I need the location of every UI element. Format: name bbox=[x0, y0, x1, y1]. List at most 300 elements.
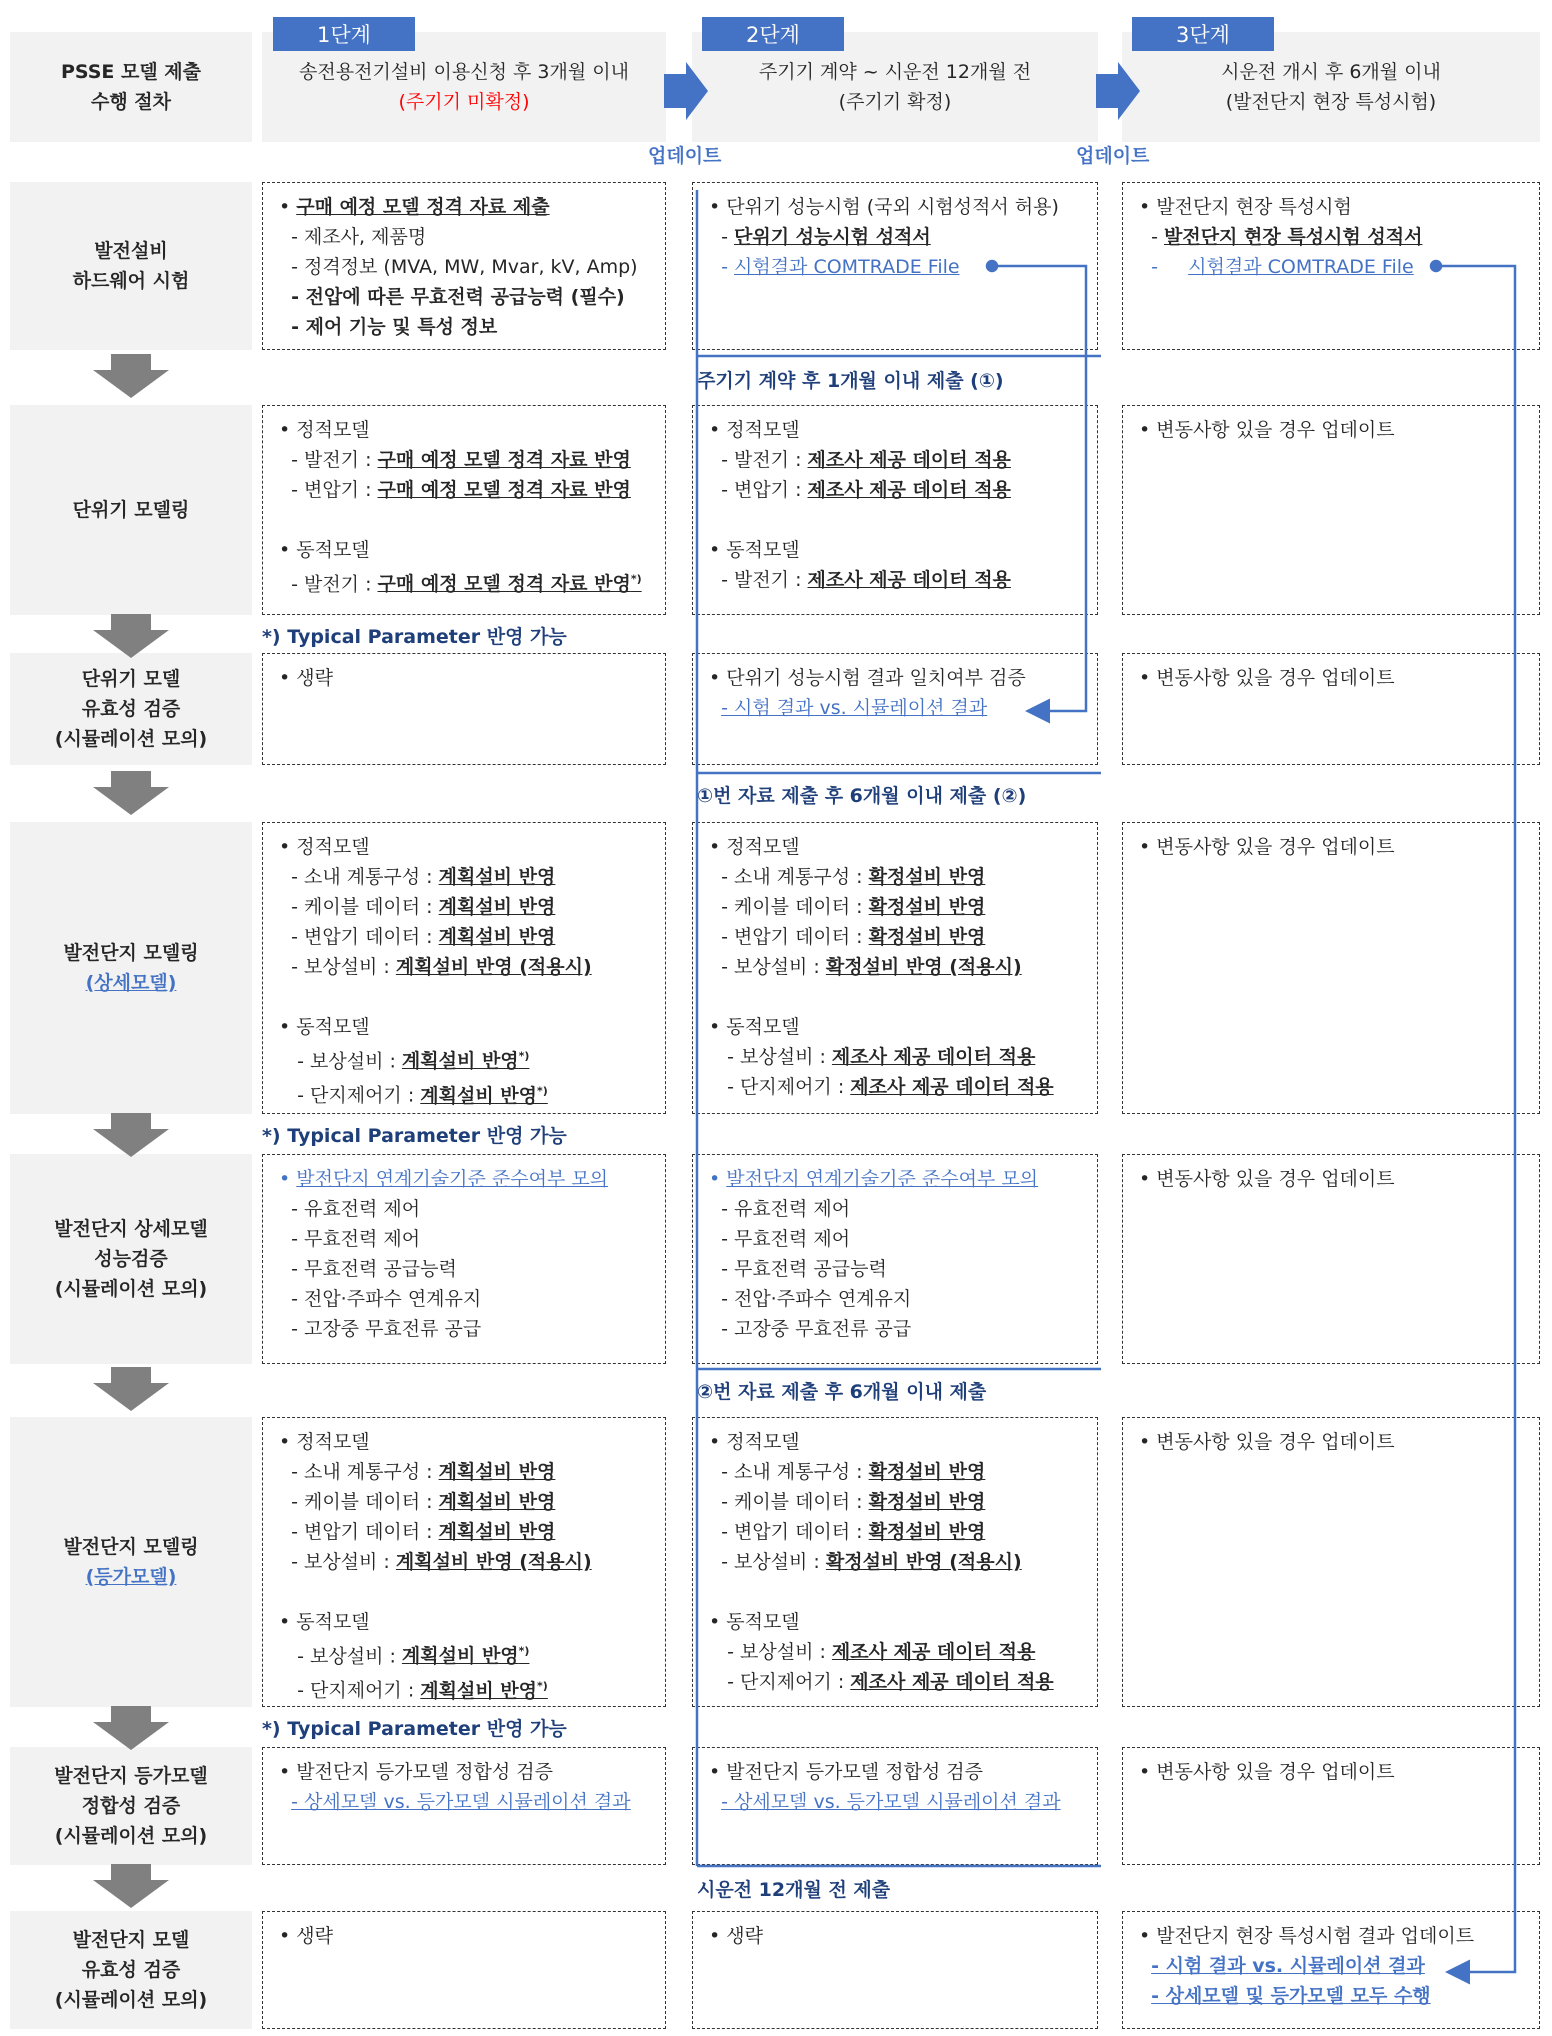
cell-text: • 동적모델 bbox=[709, 539, 800, 561]
row-label-line: (시뮬레이션 모의) bbox=[54, 1989, 208, 2011]
cell-link[interactable]: - 시험 결과 vs. 시뮬레이션 결과 bbox=[721, 697, 988, 719]
cell-text bbox=[279, 286, 291, 308]
cell-text: - 무효전력 공급능력 bbox=[709, 1258, 887, 1280]
footnote-mark: *) bbox=[537, 1084, 548, 1098]
cell-text: • 발전단지 등가모델 정합성 검증 bbox=[279, 1761, 553, 1783]
cell-plant-detail-modeling-stage2 bbox=[692, 822, 1098, 1114]
footnote-mark: *) bbox=[630, 573, 642, 586]
stage1-line2: (주기기 미확정) bbox=[398, 91, 530, 113]
cell-line bbox=[693, 535, 1097, 565]
cell-text: 계획설비 반영 bbox=[438, 896, 556, 918]
cell-text: - 전압에 따른 무효전력 공급능력 (필수) bbox=[291, 286, 625, 308]
cell-line bbox=[693, 222, 1097, 252]
row-label-line: 하드웨어 시험 bbox=[72, 270, 190, 292]
cell-text: - 전압·주파수 연계유지 bbox=[709, 1288, 912, 1310]
cell-line bbox=[263, 252, 665, 282]
row-label-line: 발전설비 bbox=[94, 240, 168, 262]
cell-line bbox=[263, 1787, 665, 1817]
row-label-hardware-test bbox=[10, 182, 252, 350]
cell-line bbox=[263, 1314, 665, 1344]
row-label-line: 발전단지 모델링 bbox=[63, 1536, 199, 1558]
cell-link[interactable]: - 상세모델 및 등가모델 모두 수행 bbox=[1151, 1985, 1431, 2007]
row-label-line: 발전단지 모델링 bbox=[63, 942, 199, 964]
cell-link[interactable]: 시험결과 COMTRADE File bbox=[734, 256, 960, 278]
cell-text: - 소내 계통구성 : bbox=[279, 866, 439, 888]
cell-line bbox=[1123, 832, 1539, 862]
down-arrow-icon bbox=[91, 1367, 171, 1411]
cell-text: 제조사 제공 데이터 적용 bbox=[807, 569, 1011, 591]
cell-line bbox=[693, 1194, 1097, 1224]
cell-line bbox=[263, 1671, 665, 1705]
note-typical-1: *) Typical Parameter 반영 가능 bbox=[262, 626, 567, 648]
cell-text: • 정적모델 bbox=[709, 419, 800, 441]
cell-text: • 동적모델 bbox=[279, 1611, 370, 1633]
cell-line bbox=[693, 445, 1097, 475]
cell-text: • 변동사항 있을 경우 업데이트 bbox=[1139, 836, 1395, 858]
cell-line bbox=[1123, 1427, 1539, 1457]
cell-text: 계획설비 반영*) bbox=[420, 1679, 548, 1702]
cell-text bbox=[279, 316, 291, 338]
cell-text: • 단위기 성능시험 (국외 시험성적서 허용) bbox=[709, 196, 1059, 218]
chevron-right-icon bbox=[1096, 62, 1142, 120]
cell-unit-modeling-stage1 bbox=[262, 405, 666, 615]
cell-line bbox=[693, 663, 1097, 693]
cell-text: • 생략 bbox=[279, 1925, 333, 1947]
cell-line bbox=[263, 1457, 665, 1487]
cell-text: - 발전기 : bbox=[709, 449, 808, 471]
cell-plant-equivalent-consistency-stage1 bbox=[262, 1747, 666, 1865]
cell-text: - 보상설비 : bbox=[279, 956, 396, 978]
cell-line bbox=[693, 1042, 1097, 1072]
cell-line bbox=[263, 862, 665, 892]
cell-line bbox=[693, 892, 1097, 922]
cell-link[interactable]: - bbox=[721, 256, 734, 278]
cell-text: - 정격정보 (MVA, MW, Mvar, kV, Amp) bbox=[279, 256, 638, 278]
cell-text: - 케이블 데이터 : bbox=[279, 1491, 439, 1513]
cell-line bbox=[693, 693, 1097, 723]
cell-line bbox=[263, 1284, 665, 1314]
cell-line bbox=[263, 1757, 665, 1787]
cell-link[interactable]: 발전단지 연계기술기준 준수여부 모의 bbox=[296, 1168, 609, 1190]
cell-unit-validation-stage2 bbox=[692, 653, 1098, 765]
cell-text: - 단지제어기 : bbox=[709, 1671, 851, 1693]
cell-text: 확정설비 반영 bbox=[868, 1461, 986, 1483]
cell-line bbox=[693, 1284, 1097, 1314]
stage1-badge: 1단계 bbox=[273, 17, 415, 51]
cell-line bbox=[693, 862, 1097, 892]
cell-line bbox=[263, 1164, 665, 1194]
cell-text: - 소내 계통구성 : bbox=[709, 1461, 869, 1483]
cell-text: - 보상설비 : bbox=[709, 1551, 826, 1573]
cell-line bbox=[693, 1637, 1097, 1667]
cell-line bbox=[1123, 1164, 1539, 1194]
cell-text: - 제어 기능 및 특성 정보 bbox=[291, 316, 498, 338]
cell-link[interactable]: 시험결과 COMTRADE File bbox=[1188, 256, 1414, 278]
cell-text: - 유효전력 제어 bbox=[709, 1198, 851, 1220]
cell-text: - 케이블 데이터 : bbox=[709, 1491, 869, 1513]
cell-text: - 전압·주파수 연계유지 bbox=[279, 1288, 482, 1310]
cell-line bbox=[263, 1224, 665, 1254]
cell-hardware-test-stage2 bbox=[692, 182, 1098, 350]
cell-text: 계획설비 반영*) bbox=[420, 1084, 548, 1107]
cell-plant-detail-verification-stage3 bbox=[1122, 1154, 1540, 1364]
row-label-line: 유효성 검증 bbox=[81, 698, 181, 720]
cell-line bbox=[263, 505, 665, 535]
down-arrow-icon bbox=[91, 771, 171, 815]
cell-text: - 보상설비 : bbox=[709, 956, 826, 978]
cell-text: - 무효전력 공급능력 bbox=[279, 1258, 457, 1280]
cell-text: - 변압기 : bbox=[279, 479, 378, 501]
cell-text: • 동적모델 bbox=[279, 539, 370, 561]
cell-text: 확정설비 반영 (적용시) bbox=[825, 956, 1022, 978]
stage1-line1: 송전용전기설비 이용신청 후 3개월 이내 bbox=[299, 61, 629, 83]
cell-line bbox=[693, 1254, 1097, 1284]
row-label-line: (시뮬레이션 모의) bbox=[54, 1825, 208, 1847]
corner-line2: 수행 절차 bbox=[90, 91, 172, 113]
cell-line bbox=[263, 192, 665, 222]
row-label-link[interactable]: (등가모델) bbox=[85, 1566, 177, 1588]
cell-text: 제조사 제공 데이터 적용 bbox=[831, 1046, 1036, 1068]
cell-text: 확정설비 반영 (적용시) bbox=[825, 1551, 1022, 1573]
cell-line bbox=[693, 1487, 1097, 1517]
cell-line bbox=[263, 445, 665, 475]
cell-line bbox=[1123, 663, 1539, 693]
cell-line bbox=[693, 475, 1097, 505]
row-label-link[interactable]: (상세모델) bbox=[85, 972, 177, 994]
cell-text: - 보상설비 : bbox=[709, 1046, 832, 1068]
cell-plant-detail-modeling-stage3 bbox=[1122, 822, 1540, 1114]
cell-text: - 소내 계통구성 : bbox=[709, 866, 869, 888]
row-label-line: (시뮬레이션 모의) bbox=[54, 1278, 208, 1300]
cell-text: 구매 예정 모델 정격 자료 반영 bbox=[377, 479, 631, 501]
cell-line bbox=[263, 1637, 665, 1671]
cell-text: - 보상설비 : bbox=[279, 1050, 402, 1073]
cell-line bbox=[693, 1427, 1097, 1457]
cell-unit-modeling-stage3 bbox=[1122, 405, 1540, 615]
stage3-line2: (발전단지 현장 특성시험) bbox=[1225, 91, 1437, 113]
cell-text: - 변압기 데이터 : bbox=[279, 926, 439, 948]
cell-text bbox=[1139, 1985, 1151, 2007]
cell-link[interactable]: • bbox=[709, 1168, 727, 1190]
cell-text: 계획설비 반영 bbox=[438, 1521, 556, 1543]
cell-text bbox=[1139, 256, 1151, 278]
note-typical-2: *) Typical Parameter 반영 가능 bbox=[262, 1125, 567, 1147]
cell-text: 계획설비 반영*) bbox=[401, 1050, 530, 1073]
cell-line bbox=[263, 663, 665, 693]
cell-line bbox=[263, 282, 665, 312]
cell-text: • 변동사항 있을 경우 업데이트 bbox=[1139, 419, 1395, 441]
cell-text: - 변압기 데이터 : bbox=[279, 1521, 439, 1543]
cell-unit-validation-stage1 bbox=[262, 653, 666, 765]
cell-line bbox=[693, 1314, 1097, 1344]
cell-text: • 변동사항 있을 경우 업데이트 bbox=[1139, 1168, 1395, 1190]
cell-line bbox=[263, 1607, 665, 1637]
cell-text: - 발전기 : bbox=[279, 449, 378, 471]
cell-text: 구매 예정 모델 정격 자료 반영*) bbox=[377, 573, 642, 596]
cell-link[interactable]: 발전단지 연계기술기준 준수여부 모의 bbox=[726, 1168, 1039, 1190]
note-submit-4: 시운전 12개월 전 제출 bbox=[697, 1879, 891, 1901]
cell-text: • 정적모델 bbox=[709, 1431, 800, 1453]
row-label-plant-equivalent-consistency bbox=[10, 1747, 252, 1865]
cell-text: • 변동사항 있을 경우 업데이트 bbox=[1139, 1761, 1395, 1783]
row-label-line: 유효성 검증 bbox=[81, 1959, 181, 1981]
cell-line bbox=[1123, 192, 1539, 222]
cell-line bbox=[693, 505, 1097, 535]
stage2-badge: 2단계 bbox=[702, 17, 844, 51]
cell-text: 확정설비 반영 bbox=[868, 1491, 986, 1513]
cell-line bbox=[693, 1457, 1097, 1487]
cell-line bbox=[693, 565, 1097, 595]
down-arrow-icon bbox=[91, 614, 171, 658]
cell-line bbox=[263, 1547, 665, 1577]
cell-text bbox=[279, 1791, 291, 1813]
cell-text: - 단지제어기 : bbox=[709, 1076, 851, 1098]
cell-text: - 발전기 : bbox=[279, 573, 378, 596]
cell-line bbox=[263, 1921, 665, 1951]
cell-line bbox=[1123, 222, 1539, 252]
row-label-unit-modeling bbox=[10, 405, 252, 615]
cell-text: • 동적모델 bbox=[709, 1611, 800, 1633]
cell-line bbox=[263, 415, 665, 445]
cell-hardware-test-stage3 bbox=[1122, 182, 1540, 350]
cell-line bbox=[693, 1224, 1097, 1254]
cell-line bbox=[263, 1517, 665, 1547]
row-label-line: 정합성 검증 bbox=[81, 1795, 181, 1817]
cell-text: 제조사 제공 데이터 적용 bbox=[850, 1076, 1054, 1098]
cell-plant-validation-stage1 bbox=[262, 1911, 666, 2029]
cell-line bbox=[263, 982, 665, 1012]
cell-line bbox=[1123, 1951, 1539, 1981]
cell-line bbox=[693, 1164, 1097, 1194]
cell-text bbox=[709, 1791, 721, 1813]
cell-line bbox=[693, 922, 1097, 952]
cell-text: • 변동사항 있을 경우 업데이트 bbox=[1139, 667, 1395, 689]
cell-plant-equivalent-modeling-stage1 bbox=[262, 1417, 666, 1707]
cell-text: 계획설비 반영 bbox=[438, 926, 556, 948]
cell-text: - 케이블 데이터 : bbox=[279, 896, 439, 918]
row-label-line: 발전단지 모델 bbox=[72, 1929, 190, 1951]
row-label-unit-validation bbox=[10, 653, 252, 765]
update-label-stage2: 업데이트 bbox=[648, 145, 722, 167]
row-label-plant-detail-modeling bbox=[10, 822, 252, 1114]
cell-text: - 단지제어기 : bbox=[279, 1679, 421, 1702]
cell-link[interactable]: • bbox=[279, 1168, 297, 1190]
cell-line bbox=[263, 1577, 665, 1607]
cell-text bbox=[1139, 1955, 1151, 1977]
cell-text: - bbox=[1139, 226, 1164, 248]
cell-line bbox=[1123, 1981, 1539, 2011]
cell-hardware-test-stage1 bbox=[262, 182, 666, 350]
cell-line bbox=[1123, 1757, 1539, 1787]
cell-line bbox=[693, 982, 1097, 1012]
cell-plant-equivalent-consistency-stage2 bbox=[692, 1747, 1098, 1865]
corner-line1: PSSE 모델 제출 bbox=[60, 61, 202, 83]
row-label-line: (시뮬레이션 모의) bbox=[54, 728, 208, 750]
cell-text: • 동적모델 bbox=[279, 1016, 370, 1038]
cell-line bbox=[693, 1607, 1097, 1637]
cell-line bbox=[1123, 415, 1539, 445]
cell-text: • 생략 bbox=[709, 1925, 763, 1947]
note-submit-1: 주기기 계약 후 1개월 이내 제출 (①) bbox=[697, 370, 1004, 392]
cell-line bbox=[263, 1254, 665, 1284]
cell-line bbox=[263, 892, 665, 922]
cell-line bbox=[693, 252, 1097, 282]
cell-text: - 발전기 : bbox=[709, 569, 808, 591]
cell-text: • 동적모델 bbox=[709, 1016, 800, 1038]
cell-line bbox=[693, 1757, 1097, 1787]
cell-plant-equivalent-consistency-stage3 bbox=[1122, 1747, 1540, 1865]
row-label-plant-detail-verification bbox=[10, 1154, 252, 1364]
cell-link[interactable]: - 상세모델 vs. 등가모델 시뮬레이션 결과 bbox=[721, 1791, 1061, 1813]
cell-text: - 고장중 무효전류 공급 bbox=[279, 1318, 482, 1340]
cell-text: - 소내 계통구성 : bbox=[279, 1461, 439, 1483]
note-submit-3: ②번 자료 제출 후 6개월 이내 제출 bbox=[697, 1381, 987, 1403]
cell-line bbox=[1123, 252, 1539, 282]
cell-text: • 정적모델 bbox=[709, 836, 800, 858]
cell-text: 확정설비 반영 bbox=[868, 896, 986, 918]
down-arrow-icon bbox=[91, 1864, 171, 1908]
cell-text: • 단위기 성능시험 결과 일치여부 검증 bbox=[709, 667, 1026, 689]
cell-text: - 고장중 무효전류 공급 bbox=[709, 1318, 912, 1340]
cell-line bbox=[263, 565, 665, 599]
cell-line bbox=[263, 1487, 665, 1517]
note-submit-2: ①번 자료 제출 후 6개월 이내 제출 (②) bbox=[697, 785, 1027, 807]
cell-text: 계획설비 반영 (적용시) bbox=[395, 1551, 592, 1573]
cell-line bbox=[263, 222, 665, 252]
cell-line bbox=[1123, 1921, 1539, 1951]
cell-plant-equivalent-modeling-stage3 bbox=[1122, 1417, 1540, 1707]
cell-line bbox=[263, 1194, 665, 1224]
cell-line bbox=[693, 952, 1097, 982]
down-arrow-icon bbox=[91, 354, 171, 398]
cell-text: 제조사 제공 데이터 적용 bbox=[831, 1641, 1036, 1663]
cell-unit-validation-stage3 bbox=[1122, 653, 1540, 765]
cell-text: 발전단지 현장 특성시험 성적서 bbox=[1163, 226, 1423, 248]
cell-line bbox=[693, 1921, 1097, 1951]
cell-text: • 발전단지 등가모델 정합성 검증 bbox=[709, 1761, 983, 1783]
chevron-right-icon bbox=[664, 62, 710, 120]
cell-text bbox=[709, 256, 721, 278]
cell-text: • 변동사항 있을 경우 업데이트 bbox=[1139, 1431, 1395, 1453]
stage3-badge: 3단계 bbox=[1132, 17, 1274, 51]
note-typical-3: *) Typical Parameter 반영 가능 bbox=[262, 1718, 567, 1740]
cell-line bbox=[693, 832, 1097, 862]
cell-text: - 보상설비 : bbox=[279, 1551, 396, 1573]
cell-text: 계획설비 반영 bbox=[438, 866, 556, 888]
stage3-line1: 시운전 개시 후 6개월 이내 bbox=[1221, 61, 1441, 83]
cell-text: - 제조사, 제품명 bbox=[279, 226, 427, 248]
corner-header bbox=[10, 32, 252, 142]
cell-text: 확정설비 반영 bbox=[868, 866, 986, 888]
cell-text: 계획설비 반영 bbox=[438, 1461, 556, 1483]
cell-text: 제조사 제공 데이터 적용 bbox=[850, 1671, 1054, 1693]
cell-text: 구매 예정 모델 정격 자료 제출 bbox=[296, 196, 550, 218]
update-label-stage3: 업데이트 bbox=[1076, 145, 1150, 167]
cell-text: - 변압기 : bbox=[709, 479, 808, 501]
cell-text: • 생략 bbox=[279, 667, 333, 689]
cell-text: - 보상설비 : bbox=[709, 1641, 832, 1663]
row-label-line: 단위기 모델링 bbox=[72, 499, 190, 521]
cell-text: 확정설비 반영 bbox=[868, 926, 986, 948]
cell-text: • 정적모델 bbox=[279, 836, 370, 858]
cell-line bbox=[263, 475, 665, 505]
row-label-plant-equivalent-modeling bbox=[10, 1417, 252, 1707]
cell-text: - 변압기 데이터 : bbox=[709, 1521, 869, 1543]
stage2-line2: (주기기 확정) bbox=[838, 91, 952, 113]
cell-text bbox=[709, 697, 721, 719]
cell-line bbox=[263, 1427, 665, 1457]
cell-line bbox=[263, 312, 665, 342]
cell-line bbox=[693, 192, 1097, 222]
row-label-line: 성능검증 bbox=[94, 1248, 168, 1270]
cell-text: 구매 예정 모델 정격 자료 반영 bbox=[377, 449, 631, 471]
cell-plant-equivalent-modeling-stage2 bbox=[692, 1417, 1098, 1707]
cell-line bbox=[263, 922, 665, 952]
cell-text: - 보상설비 : bbox=[279, 1645, 402, 1668]
cell-text: - 케이블 데이터 : bbox=[709, 896, 869, 918]
cell-link[interactable]: - 시험 결과 vs. 시뮬레이션 결과 bbox=[1151, 1955, 1425, 1977]
cell-text: 계획설비 반영 (적용시) bbox=[395, 956, 592, 978]
cell-plant-detail-verification-stage2 bbox=[692, 1154, 1098, 1364]
cell-line bbox=[263, 1012, 665, 1042]
cell-text: - 단지제어기 : bbox=[279, 1084, 421, 1107]
row-label-line: 발전단지 등가모델 bbox=[54, 1765, 208, 1787]
row-label-line: 발전단지 상세모델 bbox=[54, 1218, 208, 1240]
cell-text: • 발전단지 현장 특성시험 bbox=[1139, 196, 1352, 218]
cell-line bbox=[693, 415, 1097, 445]
cell-text: • bbox=[279, 196, 297, 218]
cell-text: 계획설비 반영*) bbox=[401, 1645, 530, 1668]
cell-plant-validation-stage3 bbox=[1122, 1911, 1540, 2029]
row-label-plant-validation bbox=[10, 1911, 252, 2029]
cell-line bbox=[693, 1577, 1097, 1607]
cell-text: 제조사 제공 데이터 적용 bbox=[807, 479, 1011, 501]
footnote-mark: *) bbox=[537, 1679, 548, 1693]
cell-text: 계획설비 반영 bbox=[438, 1491, 556, 1513]
footnote-mark: *) bbox=[518, 1050, 530, 1063]
cell-text: - 무효전력 제어 bbox=[279, 1228, 421, 1250]
cell-line bbox=[693, 1667, 1097, 1697]
cell-plant-detail-verification-stage1 bbox=[262, 1154, 666, 1364]
cell-text: 확정설비 반영 bbox=[868, 1521, 986, 1543]
cell-text: 단위기 성능시험 성적서 bbox=[733, 226, 931, 248]
stage2-line1: 주기기 계약 ~ 시운전 12개월 전 bbox=[758, 61, 1032, 83]
cell-text: - 유효전력 제어 bbox=[279, 1198, 421, 1220]
cell-line bbox=[263, 1076, 665, 1110]
cell-unit-modeling-stage2 bbox=[692, 405, 1098, 615]
cell-line bbox=[263, 1042, 665, 1076]
cell-line bbox=[693, 1547, 1097, 1577]
cell-line bbox=[693, 1072, 1097, 1102]
cell-text: • 발전단지 현장 특성시험 결과 업데이트 bbox=[1139, 1925, 1475, 1947]
cell-line bbox=[263, 952, 665, 982]
cell-link[interactable]: - bbox=[1151, 256, 1189, 278]
down-arrow-icon bbox=[91, 1113, 171, 1157]
cell-line bbox=[693, 1787, 1097, 1817]
cell-line bbox=[263, 535, 665, 565]
cell-text: - 무효전력 제어 bbox=[709, 1228, 851, 1250]
cell-text: - 변압기 데이터 : bbox=[709, 926, 869, 948]
cell-plant-detail-modeling-stage1 bbox=[262, 822, 666, 1114]
cell-line bbox=[263, 832, 665, 862]
cell-line bbox=[693, 1012, 1097, 1042]
cell-text: • 정적모델 bbox=[279, 1431, 370, 1453]
cell-text: • 정적모델 bbox=[279, 419, 370, 441]
down-arrow-icon bbox=[91, 1706, 171, 1750]
cell-link[interactable]: - 상세모델 vs. 등가모델 시뮬레이션 결과 bbox=[291, 1791, 631, 1813]
cell-text: - bbox=[709, 226, 734, 248]
cell-text: 제조사 제공 데이터 적용 bbox=[807, 449, 1011, 471]
